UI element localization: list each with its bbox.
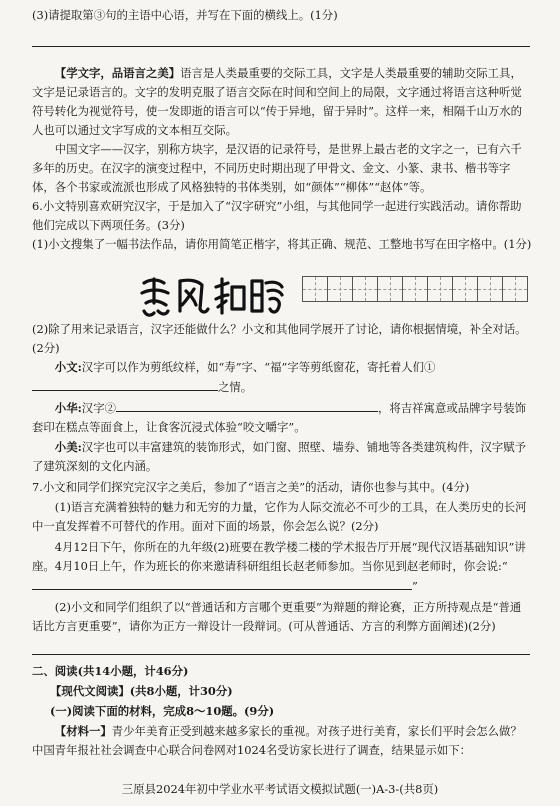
grid-cell[interactable]: [303, 277, 328, 302]
blank-3[interactable]: [32, 576, 412, 590]
question-6-2: (2)除了用来记录语言，汉字还能做什么？小文和其他同学展开了讨论，请你根据情境，补全对话。(2分): [32, 322, 527, 355]
grid-cell[interactable]: [328, 277, 353, 302]
question-6-1: (1)小文搜集了一幅书法作品，请你用简笔正楷字，将其正确、规范、工整地书写在田字格中。(1分): [32, 237, 532, 251]
xiaomei-text: 汉字也可以丰富建筑的装饰形式，如门窗、照壁、墙券、铺地等各类建筑构件，汉字赋予了建筑深刻的文化内涵。: [32, 440, 527, 473]
question-7-2: (2)小文和同学们组织了以“普通话和方言哪个更重要”为辩题的辩论赛，正方所持观点是“普通话比方言更重要”，请你为正方一辩设计一段辩词。(可从普通话、方言的利弊方面阐述)(2分): [32, 600, 522, 633]
tianzige-grid[interactable]: [302, 276, 528, 302]
xiaohua-text: 汉字②: [81, 401, 116, 415]
grid-cell[interactable]: [378, 277, 403, 302]
question-7-1: (1)语言充满着独特的魅力和无穷的力量，它作为人际交流必不可少的工具，在人类历史的长河中一直发挥着不可替代的作用。面对下面的场景，你会怎么说？(2分): [32, 500, 527, 533]
question-7: 7.小文和同学们探究完汉字之美后，参加了“语言之美”的活动，请你也参与其中。(4分): [32, 480, 470, 494]
answer-line-q3: [32, 46, 530, 47]
speaker-xiaowen: 小文:: [54, 360, 82, 374]
grid-cell[interactable]: [428, 277, 453, 302]
material-title: 【学文字，品语言之美】: [54, 66, 181, 80]
material-1-text: 青少年美育正受到越来越多家长的重视。对孩子进行美育，家长们平时会怎么做？中国青年报社社会调查中心联合问卷网对1024名受访家长进行了调查，结果显示如下：: [32, 724, 522, 757]
blank-1[interactable]: [32, 377, 218, 391]
dialogue-xiaohua: [32, 398, 532, 437]
grid-cell[interactable]: [503, 277, 528, 302]
question-3: (3)请提取第③句的主语中心语，并写在下面的横线上。(1分): [32, 8, 338, 22]
xiaowen-end: 之情。: [218, 380, 253, 394]
answer-line-q7-2: [32, 654, 530, 655]
material-1-label: 【材料一】: [54, 724, 112, 738]
speaker-xiaohua: 小华:: [54, 401, 82, 415]
part-1-heading: (一)阅读下面的材料，完成8～10题。(9分): [50, 704, 275, 718]
material-paragraph-2: 中国文字——汉字，别称方块字，是汉语的记录符号，是世界上最古老的文字之一，已有六千多年的历史。在汉字的演变过程中，不同历史时期出现了甲骨文、金文、小篆、隶书、楷书等字体，各个书家或流派也形成了风格独特的书体类别，如“颜体”“柳体”“赵体”等。: [32, 142, 522, 194]
question-7-scene: [32, 538, 532, 596]
blank-2[interactable]: [116, 398, 378, 412]
xiaohua-rest: ，将吉祥寓意或品牌字号装饰套印在糕点等面食上，让食客沉浸式体验“咬文嚼字”。: [32, 401, 527, 434]
grid-cell[interactable]: [353, 277, 378, 302]
scene-text: 4月12日下午，你所在的九年级(2)班要在教学楼二楼的学术报告厅开展“现代汉语基础知识”讲座。4月10日上午，作为班长的你来邀请科研组组长赵老师参加。当你见到赵老师时，你会说:“: [32, 540, 526, 573]
xiaowen-text: 汉字可以作为剪纸纹样，如“寿”字、“福”字等剪纸窗花，寄托着人们①: [81, 360, 436, 374]
page-footer: 三原县2024年初中学业水平考试语文模拟试题(一)A-3-(共8页): [121, 782, 439, 796]
material-1: [32, 722, 532, 760]
grid-cell[interactable]: [403, 277, 428, 302]
section-2-heading: 二、阅读(共14小题，计46分): [32, 664, 189, 678]
section-2-subheading: 【现代文阅读】(共8小题，计30分): [50, 684, 233, 698]
question-6: 6.小文特别喜欢研究汉字，于是加入了“汉字研究”小组，与其他同学一起进行实践活动。请你帮助他们完成以下两项任务。(3分): [32, 199, 522, 232]
grid-cell[interactable]: [478, 277, 503, 302]
speaker-xiaomei: 小美:: [54, 440, 82, 454]
material-paragraph-1: [32, 64, 532, 140]
dialogue-xiaomei: [32, 438, 532, 476]
grid-cell[interactable]: [453, 277, 478, 302]
scene-end: ”: [412, 579, 418, 593]
dialogue-xiaowen: [32, 358, 532, 397]
material-p1-text: 语言是人类最重要的交际工具，文字是人类最重要的辅助交际工具，文字是记录语言的。文字的发明克服了语言交际在时间和空间上的局限，文字通过将语言这种听觉符号转化为视觉符号，使一发即逝的语言可以“传于异地，留于异时”。这样一来，相隔千山万水的人也可以通过文字写成的文本相互交际。: [32, 66, 523, 137]
calligraphy-image: [136, 273, 286, 319]
